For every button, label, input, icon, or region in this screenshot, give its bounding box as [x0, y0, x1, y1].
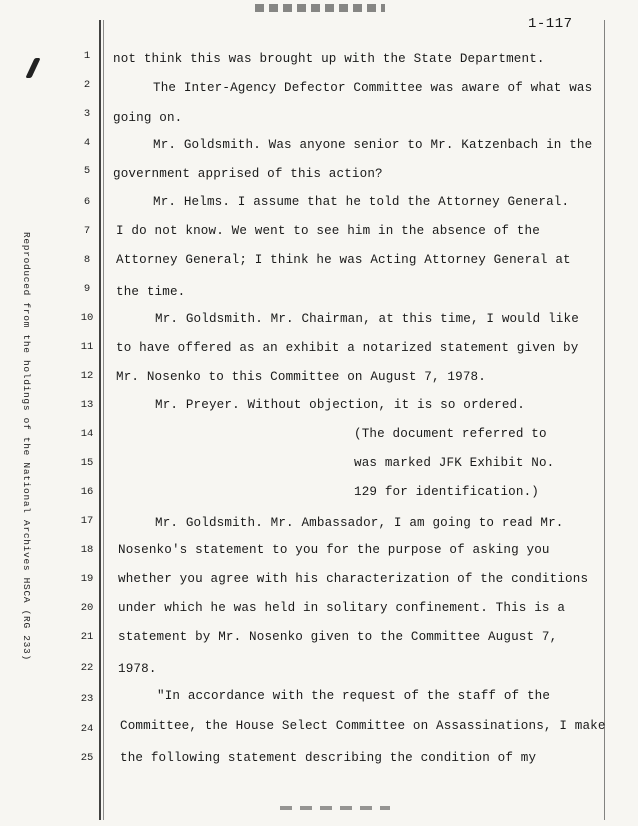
transcript-line: government apprised of this action?: [113, 167, 383, 181]
line-number: 20: [80, 602, 94, 614]
transcript-line: 129 for identification.): [354, 485, 539, 499]
line-number: 22: [80, 662, 94, 674]
line-number: 12: [80, 370, 94, 382]
transcript-line: going on.: [113, 111, 183, 125]
line-number: 14: [80, 428, 94, 440]
transcript-line: not think this was brought up with the State Department.: [113, 52, 545, 66]
line-number: 24: [80, 723, 94, 735]
transcript-line: whether you agree with his characterization of the conditions: [118, 572, 589, 586]
page-number: 1-117: [528, 16, 573, 32]
transcript-line: Mr. Goldsmith. Mr. Chairman, at this time, I would like: [155, 312, 579, 326]
right-margin-rule: [604, 20, 605, 820]
line-number: 2: [83, 79, 91, 91]
transcript-line: Committee, the House Select Committee on Assassinations, I make: [120, 719, 606, 733]
line-number: 8: [83, 254, 91, 266]
line-number: 6: [83, 196, 91, 208]
transcript-line: Attorney General; I think he was Acting Attorney General at: [116, 253, 571, 267]
line-number: 13: [80, 399, 94, 411]
line-number: 25: [80, 752, 94, 764]
line-number: 7: [83, 225, 91, 237]
transcript-line: 1978.: [118, 662, 157, 676]
transcript-line: Mr. Goldsmith. Mr. Ambassador, I am going to read Mr.: [155, 516, 564, 530]
line-number: 10: [80, 312, 94, 324]
transcript-line: I do not know. We went to see him in the absence of the: [116, 224, 540, 238]
transcript-line: Mr. Nosenko to this Committee on August 7, 1978.: [116, 370, 486, 384]
transcript-line: Mr. Goldsmith. Was anyone senior to Mr. Katzenbach in the: [153, 138, 593, 152]
transcript-line: Mr. Preyer. Without objection, it is so ordered.: [155, 398, 525, 412]
line-number: 23: [80, 693, 94, 705]
transcript-line: "In accordance with the request of the staff of the: [157, 689, 551, 703]
transcript-line: the time.: [116, 285, 186, 299]
left-margin-rule-inner: [103, 20, 104, 820]
transcript-line: under which he was held in solitary confinement. This is a: [118, 601, 566, 615]
header-smudge: [255, 4, 385, 12]
footer-smudge: [280, 806, 390, 810]
transcript-line: The Inter-Agency Defector Committee was aware of what was: [153, 81, 593, 95]
line-number: 21: [80, 631, 94, 643]
transcript-line: (The document referred to: [354, 427, 547, 441]
line-number: 1: [83, 50, 91, 62]
line-number: 19: [80, 573, 94, 585]
line-number: 4: [83, 137, 91, 149]
line-number: 3: [83, 108, 91, 120]
archive-side-caption: Reproduced from the holdings of the National Archives HSCA (RG 233): [21, 232, 32, 661]
transcript-line: Mr. Helms. I assume that he told the Attorney General.: [153, 195, 570, 209]
transcript-line: statement by Mr. Nosenko given to the Committee August 7,: [118, 630, 558, 644]
line-number: 5: [83, 165, 91, 177]
transcript-line: the following statement describing the condition of my: [120, 751, 537, 765]
transcript-line: to have offered as an exhibit a notarized statement given by: [116, 341, 579, 355]
edge-mark: [25, 58, 40, 78]
line-number: 17: [80, 515, 94, 527]
line-number: 18: [80, 544, 94, 556]
line-number: 11: [80, 341, 94, 353]
line-number: 16: [80, 486, 94, 498]
transcript-line: Nosenko's statement to you for the purpose of asking you: [118, 543, 550, 557]
line-number: 9: [83, 283, 91, 295]
line-number: 15: [80, 457, 94, 469]
left-margin-rule: [99, 20, 101, 820]
transcript-line: was marked JFK Exhibit No.: [354, 456, 555, 470]
